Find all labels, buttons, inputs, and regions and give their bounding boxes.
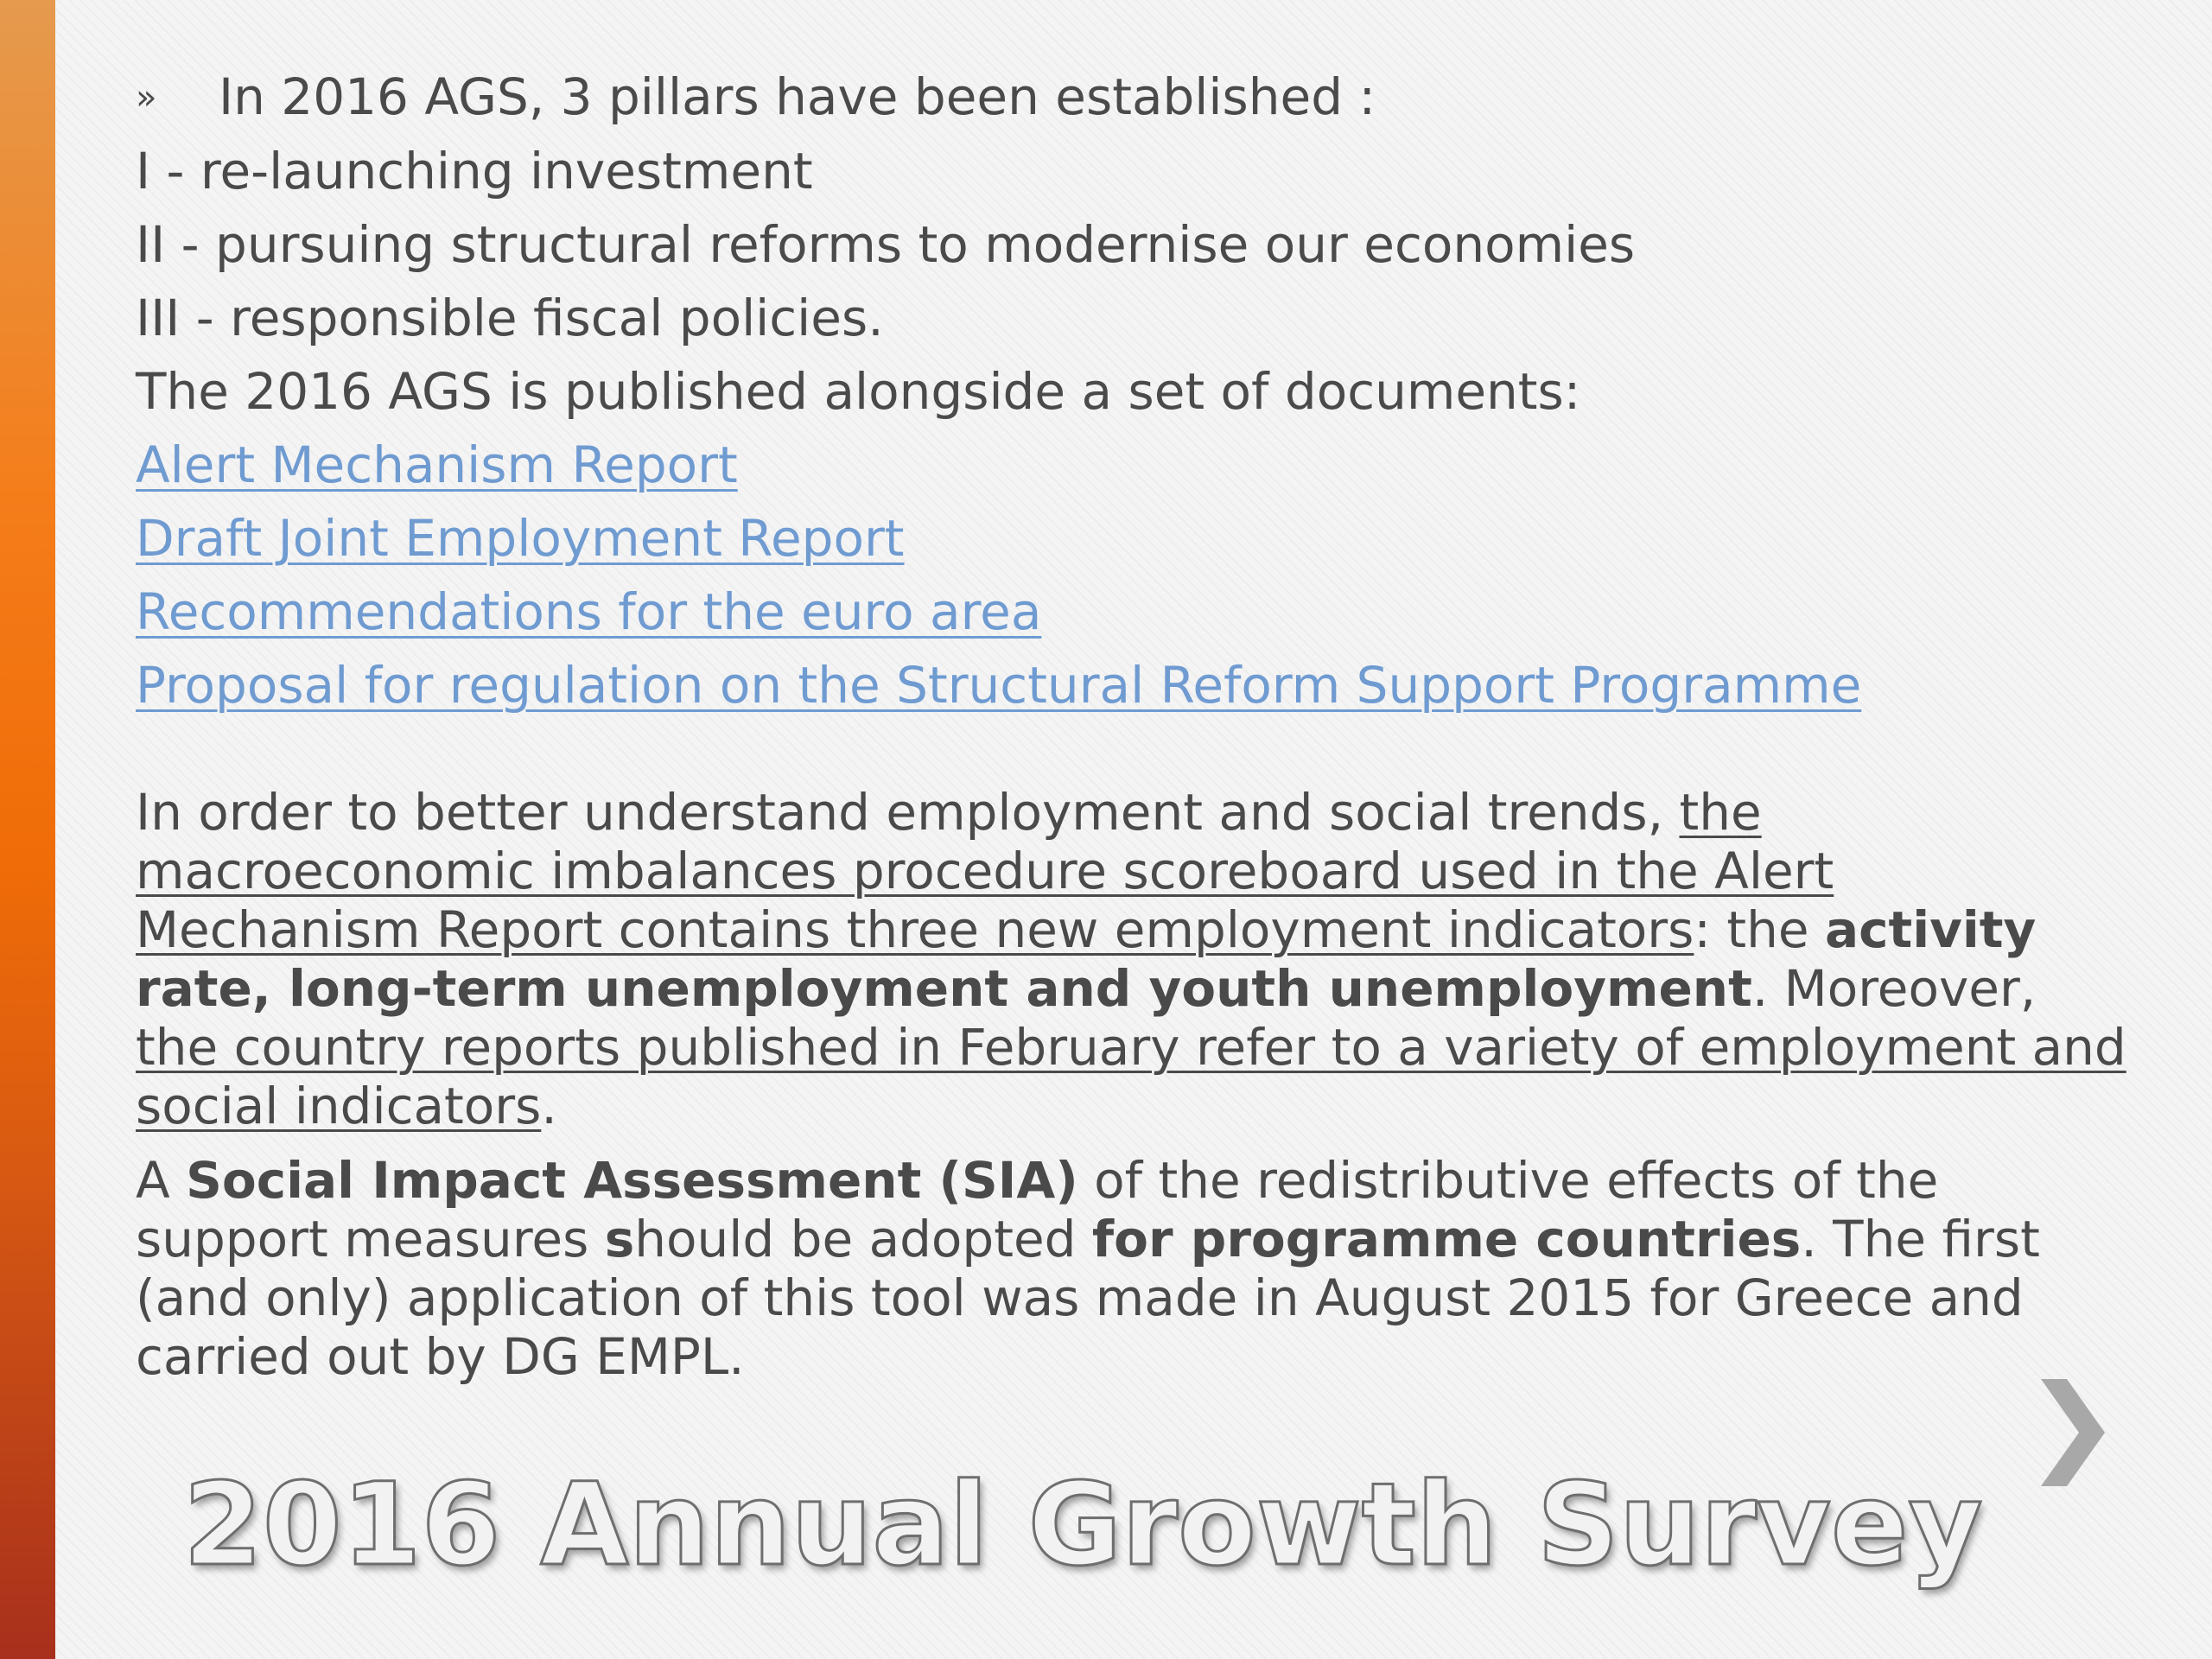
employment-end: . [541,1077,557,1135]
employment-indicators: activity rate, long-term unemployment and youth unemployment [136,900,2037,1018]
sia-a: A [136,1151,187,1210]
sia-term: Social Impact Assessment (SIA) [186,1151,1078,1210]
bullet-glyph: » [136,78,157,118]
slide-body [136,60,2132,1386]
pillars-intro: In 2016 AGS, 3 pillars have been established : [219,67,1376,126]
scoreboard-text: the macroeconomic imbalances procedure scoreboard used in the Alert Mechanism Report contains three new employment indicators [136,783,1834,959]
employment-lead: In order to better understand employment and social trends, [136,783,1680,842]
slide-title: 2016 Annual Growth Survey [183,1459,1983,1592]
pillar-2: II - pursuing structural reforms to modernise our economies [136,215,1636,274]
link-alert-mechanism-report[interactable]: Alert Mechanism Report [136,435,738,494]
chevron-right-icon[interactable] [2032,1372,2110,1493]
chevron-right-icon-graphic [2032,1372,2110,1493]
employment-moreover: . Moreover, [1751,959,2037,1018]
sia-programme-countries: for programme countries [1091,1210,1802,1268]
pillars-intro-line [136,60,2132,135]
link-draft-joint-employment-report[interactable]: Draft Joint Employment Report [136,509,905,568]
accent-bar [0,0,55,1659]
sia-effects: of the redistributive effects of the support measures [136,1151,1939,1268]
sia-rest: . The first (and only) application of this tool was made in August 2015 for Greece and carried out by DG EMPL. [136,1210,2040,1386]
employment-mid: : the [1694,900,1825,959]
employment-paragraph [136,783,2132,1135]
documents-intro: The 2016 AGS is published alongside a set of documents: [136,362,1581,421]
sia-s: s [604,1210,635,1268]
pillar-1: I - re-launching investment [136,142,813,200]
pillar-3: III - responsible fiscal policies. [136,289,884,347]
link-structural-reform-support-programme[interactable]: Proposal for regulation on the Structural Reform Support Programme [136,656,1862,715]
link-recommendations-euro-area[interactable]: Recommendations for the euro area [136,582,1042,641]
sia-should: hould be adopted [634,1210,1092,1268]
country-reports-text: the country reports published in February refer to a variety of employment and social indicators [136,1018,2126,1135]
sia-paragraph [136,1151,2132,1386]
